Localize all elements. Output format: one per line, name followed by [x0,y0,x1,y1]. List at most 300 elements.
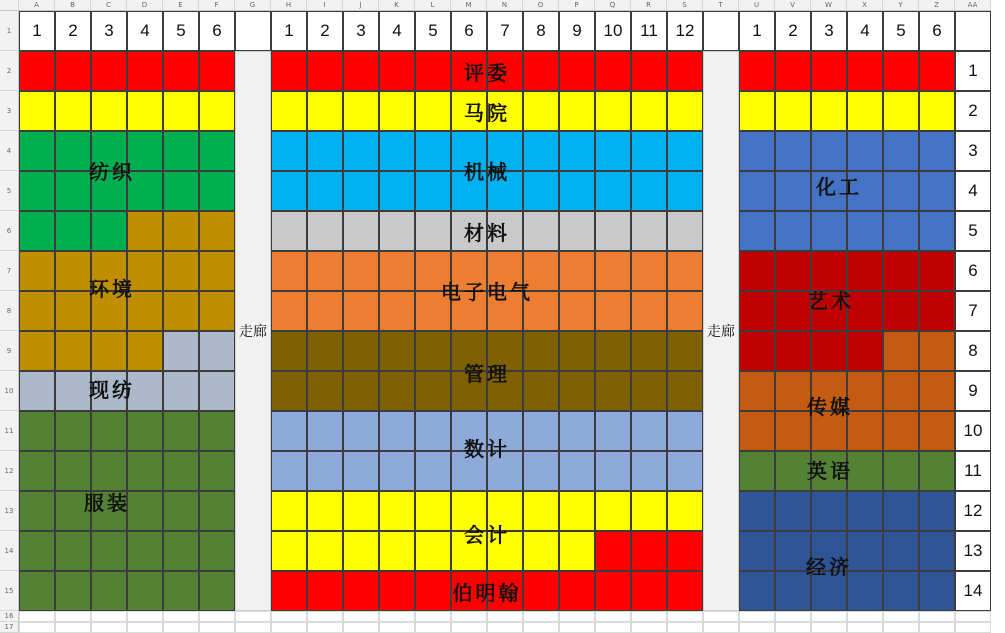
seat-cell[interactable] [739,531,775,571]
row-header[interactable]: 1 [0,11,19,51]
row-header[interactable]: 15 [0,571,19,611]
seat-cell[interactable] [91,451,127,491]
seat-cell[interactable] [55,91,91,131]
seat-cell[interactable] [847,491,883,531]
seat-cell[interactable] [811,51,847,91]
seat-cell[interactable] [487,291,523,331]
seat-cell[interactable] [775,211,811,251]
column-header[interactable]: X [847,0,883,11]
seat-cell[interactable] [919,411,955,451]
seat-cell[interactable] [415,531,451,571]
seat-cell[interactable] [667,371,703,411]
row-header[interactable]: 11 [0,411,19,451]
seat-cell[interactable] [343,251,379,291]
seat-cell[interactable] [307,491,343,531]
row-header[interactable]: 17 [0,622,19,633]
column-header[interactable]: T [703,0,739,11]
seat-cell[interactable] [19,91,55,131]
seat-cell[interactable] [739,371,775,411]
seat-cell[interactable] [739,571,775,611]
seat-cell[interactable] [883,251,919,291]
seat-cell[interactable] [667,91,703,131]
empty-cell[interactable] [523,622,559,633]
seat-cell[interactable] [19,251,55,291]
empty-cell[interactable] [847,611,883,622]
empty-cell[interactable] [19,611,55,622]
seat-cell[interactable] [631,371,667,411]
seat-cell[interactable] [811,291,847,331]
seat-cell[interactable] [415,211,451,251]
column-header[interactable]: Z [919,0,955,11]
seat-cell[interactable] [91,571,127,611]
seat-cell[interactable] [379,291,415,331]
seat-cell[interactable] [631,131,667,171]
seat-cell[interactable] [271,251,307,291]
seat-cell[interactable] [559,451,595,491]
seat-cell[interactable] [415,491,451,531]
seat-cell[interactable] [739,211,775,251]
seat-cell[interactable] [127,531,163,571]
seat-cell[interactable] [667,171,703,211]
seat-cell[interactable] [811,571,847,611]
seat-cell[interactable] [775,251,811,291]
seat-cell[interactable] [487,371,523,411]
seat-cell[interactable] [523,251,559,291]
seat-cell[interactable] [559,51,595,91]
seat-cell[interactable] [271,531,307,571]
row-header[interactable]: 14 [0,531,19,571]
seat-cell[interactable] [163,291,199,331]
seat-cell[interactable] [667,451,703,491]
row-header[interactable]: 13 [0,491,19,531]
empty-cell[interactable] [271,611,307,622]
seat-cell[interactable] [199,411,235,451]
seat-cell[interactable] [595,211,631,251]
empty-cell[interactable] [91,611,127,622]
seat-cell[interactable] [847,411,883,451]
seat-cell[interactable] [307,91,343,131]
seat-cell[interactable] [523,91,559,131]
seat-cell[interactable] [451,331,487,371]
empty-cell[interactable] [595,611,631,622]
empty-cell[interactable] [415,611,451,622]
seat-cell[interactable] [523,51,559,91]
seat-cell[interactable] [55,131,91,171]
seat-cell[interactable] [163,331,199,371]
seat-cell[interactable] [19,291,55,331]
seat-cell[interactable] [379,251,415,291]
seat-cell[interactable] [91,51,127,91]
empty-cell[interactable] [955,611,991,622]
empty-cell[interactable] [127,611,163,622]
seat-cell[interactable] [919,91,955,131]
column-header[interactable]: J [343,0,379,11]
seat-cell[interactable] [163,91,199,131]
seat-cell[interactable] [667,251,703,291]
seat-cell[interactable] [523,331,559,371]
seat-cell[interactable] [775,331,811,371]
empty-cell[interactable] [775,611,811,622]
column-header[interactable]: AA [955,0,991,11]
column-header[interactable]: P [559,0,595,11]
seat-cell[interactable] [343,51,379,91]
seat-cell[interactable] [919,531,955,571]
seat-cell[interactable] [343,211,379,251]
empty-cell[interactable] [883,611,919,622]
seat-cell[interactable] [667,411,703,451]
seat-cell[interactable] [415,291,451,331]
seat-cell[interactable] [739,331,775,371]
seat-cell[interactable] [199,531,235,571]
seat-cell[interactable] [163,171,199,211]
seat-cell[interactable] [847,51,883,91]
seat-cell[interactable] [559,91,595,131]
seat-cell[interactable] [451,531,487,571]
seat-cell[interactable] [883,91,919,131]
seat-cell[interactable] [595,51,631,91]
seat-cell[interactable] [739,251,775,291]
seat-cell[interactable] [307,51,343,91]
seat-cell[interactable] [523,491,559,531]
seat-cell[interactable] [163,251,199,291]
seat-cell[interactable] [451,571,487,611]
seat-cell[interactable] [631,251,667,291]
seat-cell[interactable] [379,91,415,131]
seat-cell[interactable] [739,51,775,91]
seat-cell[interactable] [919,491,955,531]
seat-cell[interactable] [919,451,955,491]
seat-cell[interactable] [775,531,811,571]
seat-cell[interactable] [847,291,883,331]
seat-cell[interactable] [199,571,235,611]
seat-cell[interactable] [379,411,415,451]
seat-cell[interactable] [307,371,343,411]
seat-cell[interactable] [55,531,91,571]
row-header[interactable]: 6 [0,211,19,251]
seat-cell[interactable] [883,131,919,171]
seat-cell[interactable] [55,491,91,531]
seat-cell[interactable] [739,171,775,211]
seat-cell[interactable] [379,491,415,531]
seat-cell[interactable] [55,371,91,411]
seat-cell[interactable] [379,171,415,211]
seat-cell[interactable] [883,371,919,411]
row-header[interactable]: 3 [0,91,19,131]
seat-cell[interactable] [883,531,919,571]
column-header[interactable]: I [307,0,343,11]
seat-cell[interactable] [19,411,55,451]
seat-cell[interactable] [415,131,451,171]
seat-cell[interactable] [91,171,127,211]
column-header[interactable]: F [199,0,235,11]
empty-cell[interactable] [19,622,55,633]
column-header[interactable]: V [775,0,811,11]
seat-cell[interactable] [451,51,487,91]
seat-cell[interactable] [559,411,595,451]
seat-cell[interactable] [271,331,307,371]
column-header[interactable]: L [415,0,451,11]
empty-cell[interactable] [163,611,199,622]
seat-cell[interactable] [667,291,703,331]
seat-cell[interactable] [127,451,163,491]
seat-cell[interactable] [19,531,55,571]
column-header[interactable]: G [235,0,271,11]
empty-cell[interactable] [775,622,811,633]
seat-cell[interactable] [307,411,343,451]
seat-cell[interactable] [595,91,631,131]
seat-cell[interactable] [811,331,847,371]
seat-cell[interactable] [811,531,847,571]
seat-cell[interactable] [595,251,631,291]
seat-cell[interactable] [91,411,127,451]
seat-cell[interactable] [163,491,199,531]
seat-cell[interactable] [55,331,91,371]
seat-cell[interactable] [451,251,487,291]
seat-cell[interactable] [847,571,883,611]
seat-cell[interactable] [451,211,487,251]
empty-cell[interactable] [271,622,307,633]
seat-cell[interactable] [127,371,163,411]
seat-cell[interactable] [883,291,919,331]
empty-cell[interactable] [307,611,343,622]
seat-cell[interactable] [667,131,703,171]
seat-cell[interactable] [631,331,667,371]
seat-cell[interactable] [451,91,487,131]
seat-cell[interactable] [379,51,415,91]
seat-cell[interactable] [847,331,883,371]
seat-cell[interactable] [451,451,487,491]
column-header[interactable]: D [127,0,163,11]
empty-cell[interactable] [919,611,955,622]
seat-cell[interactable] [487,131,523,171]
seat-cell[interactable] [55,251,91,291]
seat-cell[interactable] [811,91,847,131]
seat-cell[interactable] [415,331,451,371]
seat-cell[interactable] [199,371,235,411]
column-header[interactable]: A [19,0,55,11]
column-header[interactable]: C [91,0,127,11]
empty-cell[interactable] [595,622,631,633]
seat-cell[interactable] [631,571,667,611]
column-header[interactable]: K [379,0,415,11]
seat-cell[interactable] [199,451,235,491]
seat-cell[interactable] [847,251,883,291]
seat-cell[interactable] [631,211,667,251]
seat-cell[interactable] [163,411,199,451]
seat-cell[interactable] [415,91,451,131]
seat-cell[interactable] [667,51,703,91]
seat-cell[interactable] [19,211,55,251]
seat-cell[interactable] [91,131,127,171]
column-header[interactable]: R [631,0,667,11]
seat-cell[interactable] [343,171,379,211]
seat-cell[interactable] [595,571,631,611]
seat-cell[interactable] [559,491,595,531]
column-header[interactable]: N [487,0,523,11]
seat-cell[interactable] [91,531,127,571]
seat-cell[interactable] [451,491,487,531]
seat-cell[interactable] [271,451,307,491]
seat-cell[interactable] [127,291,163,331]
seat-cell[interactable] [343,571,379,611]
empty-cell[interactable] [343,611,379,622]
empty-cell[interactable] [235,622,271,633]
seat-cell[interactable] [127,571,163,611]
seat-cell[interactable] [91,491,127,531]
row-header[interactable]: 12 [0,451,19,491]
seat-cell[interactable] [775,411,811,451]
empty-cell[interactable] [559,611,595,622]
seat-cell[interactable] [19,491,55,531]
seat-cell[interactable] [919,131,955,171]
seat-cell[interactable] [199,491,235,531]
seat-cell[interactable] [307,451,343,491]
seat-cell[interactable] [811,171,847,211]
seat-cell[interactable] [127,91,163,131]
corner-cell[interactable] [0,0,19,11]
seat-cell[interactable] [415,171,451,211]
empty-cell[interactable] [703,611,739,622]
seat-cell[interactable] [91,291,127,331]
empty-cell[interactable] [739,622,775,633]
empty-cell[interactable] [811,622,847,633]
row-header[interactable]: 2 [0,51,19,91]
seat-cell[interactable] [199,171,235,211]
seat-cell[interactable] [379,331,415,371]
seat-cell[interactable] [631,491,667,531]
seat-cell[interactable] [19,51,55,91]
seat-cell[interactable] [343,331,379,371]
seat-cell[interactable] [55,451,91,491]
seat-cell[interactable] [595,411,631,451]
seat-cell[interactable] [595,171,631,211]
seat-cell[interactable] [307,131,343,171]
seat-cell[interactable] [343,91,379,131]
seat-cell[interactable] [523,531,559,571]
seat-cell[interactable] [631,451,667,491]
seat-cell[interactable] [847,91,883,131]
seat-cell[interactable] [811,491,847,531]
seat-cell[interactable] [559,291,595,331]
seat-cell[interactable] [739,491,775,531]
seat-cell[interactable] [487,531,523,571]
seat-cell[interactable] [271,411,307,451]
seat-cell[interactable] [919,291,955,331]
seat-cell[interactable] [163,211,199,251]
seat-cell[interactable] [91,211,127,251]
seat-cell[interactable] [631,171,667,211]
seat-cell[interactable] [811,211,847,251]
seat-cell[interactable] [523,131,559,171]
empty-cell[interactable] [199,622,235,633]
seat-cell[interactable] [883,491,919,531]
row-header[interactable]: 8 [0,291,19,331]
seat-cell[interactable] [271,291,307,331]
seat-cell[interactable] [919,211,955,251]
empty-cell[interactable] [523,611,559,622]
seat-cell[interactable] [775,91,811,131]
seat-cell[interactable] [595,291,631,331]
seat-cell[interactable] [127,251,163,291]
seat-cell[interactable] [883,571,919,611]
seat-cell[interactable] [919,331,955,371]
seat-cell[interactable] [919,571,955,611]
seat-cell[interactable] [667,531,703,571]
empty-cell[interactable] [199,611,235,622]
seat-cell[interactable] [811,131,847,171]
seat-cell[interactable] [91,251,127,291]
seat-cell[interactable] [343,491,379,531]
row-header[interactable]: 9 [0,331,19,371]
seat-cell[interactable] [91,371,127,411]
empty-cell[interactable] [415,622,451,633]
seat-cell[interactable] [523,571,559,611]
seat-cell[interactable] [163,451,199,491]
seat-cell[interactable] [739,411,775,451]
seat-cell[interactable] [847,131,883,171]
seat-cell[interactable] [883,171,919,211]
seat-cell[interactable] [163,571,199,611]
seat-cell[interactable] [19,451,55,491]
empty-cell[interactable] [667,622,703,633]
empty-cell[interactable] [667,611,703,622]
seat-cell[interactable] [451,171,487,211]
seat-cell[interactable] [271,211,307,251]
seat-cell[interactable] [883,451,919,491]
seat-cell[interactable] [559,171,595,211]
seat-cell[interactable] [343,531,379,571]
seat-cell[interactable] [271,571,307,611]
seat-cell[interactable] [595,451,631,491]
seat-cell[interactable] [487,331,523,371]
seat-cell[interactable] [559,131,595,171]
seat-cell[interactable] [775,131,811,171]
seat-cell[interactable] [199,51,235,91]
seat-cell[interactable] [739,91,775,131]
seat-cell[interactable] [919,251,955,291]
seat-cell[interactable] [307,331,343,371]
seat-cell[interactable] [163,131,199,171]
empty-cell[interactable] [811,611,847,622]
seat-cell[interactable] [811,251,847,291]
seat-cell[interactable] [883,331,919,371]
seat-cell[interactable] [343,411,379,451]
row-header[interactable]: 7 [0,251,19,291]
seat-cell[interactable] [19,171,55,211]
seat-cell[interactable] [523,371,559,411]
seat-cell[interactable] [307,291,343,331]
seat-cell[interactable] [163,371,199,411]
seat-cell[interactable] [127,211,163,251]
seat-cell[interactable] [847,211,883,251]
column-header[interactable]: Q [595,0,631,11]
seat-cell[interactable] [55,291,91,331]
seat-cell[interactable] [487,91,523,131]
seat-cell[interactable] [847,171,883,211]
seat-cell[interactable] [739,451,775,491]
seat-cell[interactable] [847,531,883,571]
seat-cell[interactable] [667,491,703,531]
empty-cell[interactable] [379,622,415,633]
seat-cell[interactable] [739,131,775,171]
seat-cell[interactable] [199,331,235,371]
seat-cell[interactable] [487,51,523,91]
seat-cell[interactable] [307,211,343,251]
seat-cell[interactable] [919,371,955,411]
seat-cell[interactable] [559,331,595,371]
seat-cell[interactable] [379,371,415,411]
empty-cell[interactable] [451,622,487,633]
